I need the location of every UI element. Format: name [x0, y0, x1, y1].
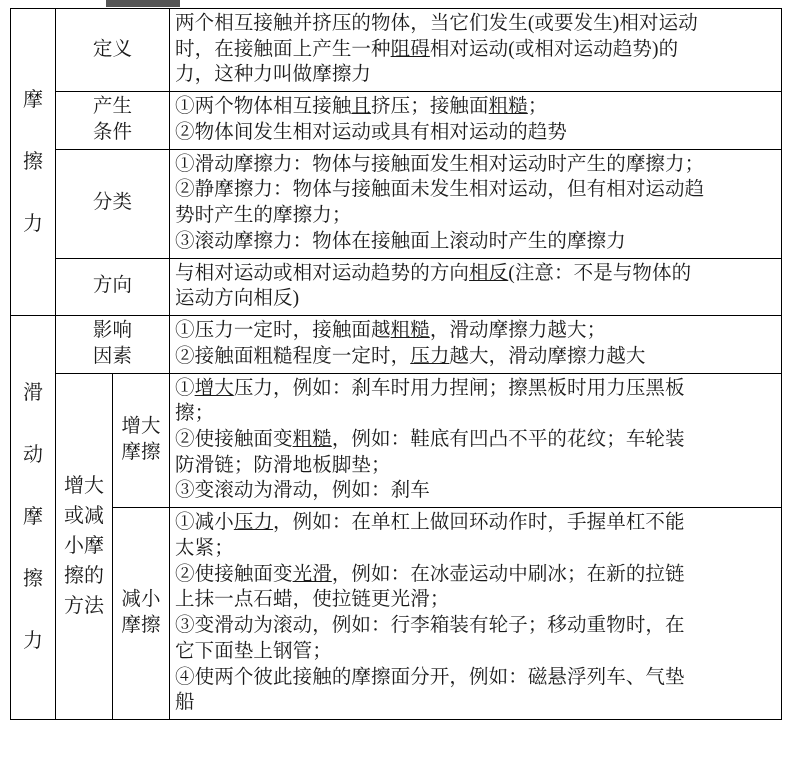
table-row-conditions — [11, 92, 782, 149]
increase-line-5 — [175, 478, 776, 504]
methods-label-line-1: 增大 — [64, 474, 104, 497]
methods-label-line-3: 小摩 — [64, 534, 104, 557]
decrease-line-1 — [175, 510, 776, 536]
factor-line-1-a: ①压力一定时，接触面越 — [175, 320, 391, 342]
increase-line-4-text: 防滑链；防滑地板脚垫； — [175, 454, 391, 476]
methods-label-line-4: 擦的 — [64, 564, 104, 587]
condition-keyword-rough: 粗糙 — [488, 96, 528, 118]
row-label-definition — [56, 9, 170, 92]
methods-label-line-2: 或减 — [64, 504, 104, 527]
decrease-line-6 — [175, 639, 776, 665]
direction-line-1-b: (注意：不是与物体的 — [508, 262, 692, 284]
increase-keyword-enlarge: 增大 — [194, 377, 234, 399]
increase-line-1 — [175, 376, 776, 402]
decrease-line-7 — [175, 665, 776, 691]
category-line-3-text: 势时产生的摩擦力； — [175, 205, 352, 227]
category-line-1-text: ①滑动摩擦力：物体与接触面发生相对运动时产生的摩擦力； — [175, 153, 705, 175]
row-label-category — [56, 149, 170, 258]
category-line-1 — [175, 152, 776, 178]
increase-line-4 — [175, 453, 776, 479]
friction-summary-table — [10, 8, 782, 720]
table-row-decrease-friction — [11, 508, 782, 720]
direction-keyword-opposite: 相反 — [469, 262, 509, 284]
direction-line-2-text: 运动方向相反) — [175, 288, 300, 310]
row-label-factors-line-1: 影响 — [92, 320, 133, 342]
row-label-conditions-line-2: 条件 — [92, 121, 133, 143]
category-line-2 — [175, 177, 776, 203]
decrease-keyword-pressure: 压力 — [233, 512, 274, 534]
row-label-definition-text: 定义 — [92, 38, 133, 60]
definition-keyword-obstruct: 阻碍 — [390, 38, 430, 60]
section-label-char-1: 摩 — [23, 88, 43, 111]
cell-category-content — [170, 149, 782, 258]
direction-line-2 — [175, 286, 776, 312]
decrease-line-8-text: 船 — [175, 692, 195, 714]
cell-decrease-friction-content — [170, 508, 782, 720]
condition-keyword-and: 且 — [351, 96, 372, 118]
increase-line-3-a: ②使接触面变 — [175, 429, 293, 451]
decrease-label-line-2: 摩擦 — [121, 615, 161, 637]
category-line-2-text: ②静摩擦力：物体与接触面未发生相对运动，但有相对运动趋 — [175, 179, 705, 201]
increase-line-3 — [175, 427, 776, 453]
decrease-line-3-a: ②使接触面变 — [175, 563, 293, 585]
increase-line-2 — [175, 401, 776, 427]
sliding-label-char-4: 擦 — [23, 568, 43, 591]
definition-line-2 — [175, 37, 776, 63]
sliding-label-char-2: 动 — [23, 444, 43, 467]
decrease-line-7-text: ④使两个彼此接触的摩擦面分开，例如：磁悬浮列车、气垫 — [175, 666, 685, 688]
clipped-heading-strip — [106, 0, 180, 7]
decrease-line-1-a: ①减小 — [175, 512, 234, 534]
increase-line-2-text: 擦； — [175, 403, 215, 425]
category-line-3 — [175, 203, 776, 229]
sliding-label-char-3: 摩 — [23, 506, 43, 529]
table-row-increase-friction — [11, 373, 782, 508]
cell-definition-content — [170, 9, 782, 92]
row-label-influencing-factors — [56, 316, 170, 373]
factor-keyword-pressure: 压力 — [410, 345, 450, 367]
group-label-methods — [56, 373, 113, 720]
row-label-conditions-line-1: 产生 — [92, 96, 133, 118]
increase-line-1-b: 压力，例如：刹车时用力捏闸；擦黑板时用力压黑板 — [233, 377, 685, 399]
row-label-decrease-friction — [113, 508, 170, 720]
increase-label-line-1: 增大 — [121, 416, 161, 438]
table-row-direction — [11, 258, 782, 315]
methods-label-line-5: 方法 — [64, 594, 104, 617]
category-line-4-text: ③滚动摩擦力：物体在接触面上滚动时产生的摩擦力 — [175, 230, 626, 252]
condition-line-2 — [175, 120, 776, 146]
increase-label-line-2: 摩擦 — [121, 441, 161, 463]
cell-increase-friction-content — [170, 373, 782, 508]
factor-line-1 — [175, 318, 776, 344]
increase-line-1-marker: ① — [175, 377, 195, 399]
section-label-friction-force — [11, 9, 56, 316]
decrease-line-8 — [175, 690, 776, 716]
decrease-line-2 — [175, 536, 776, 562]
row-label-direction — [56, 258, 170, 315]
definition-line-1-text: 两个相互接触并挤压的物体，当它们发生(或要发生)相对运动 — [175, 13, 698, 34]
decrease-line-3 — [175, 562, 776, 588]
condition-line-1 — [175, 94, 776, 120]
definition-line-2-b: 相对运动(或相对运动趋势)的 — [429, 38, 679, 60]
increase-line-3-b: ，例如：鞋底有凹凸不平的花纹；车轮装 — [331, 429, 685, 451]
decrease-line-1-b: ，例如：在单杠上做回环动作时，手握单杠不能 — [273, 512, 685, 534]
decrease-line-5 — [175, 613, 776, 639]
row-label-direction-text: 方向 — [92, 275, 133, 297]
definition-line-1 — [175, 11, 776, 37]
category-line-4 — [175, 229, 776, 255]
section-label-char-2: 擦 — [23, 150, 43, 173]
decrease-keyword-smooth: 光滑 — [292, 563, 332, 585]
table-row-category — [11, 149, 782, 258]
decrease-line-4 — [175, 587, 776, 613]
table-row-factors — [11, 316, 782, 373]
definition-line-3 — [175, 62, 776, 88]
decrease-line-6-text: 它下面垫上钢管； — [175, 640, 332, 662]
decrease-line-4-text: 上抹一点石蜡，使拉链更光滑； — [175, 589, 450, 611]
table-row-definition — [11, 9, 782, 92]
decrease-line-5-text: ③变滑动为滚动，例如：行李箱装有轮子；移动重物时，在 — [175, 615, 685, 637]
increase-keyword-rough: 粗糙 — [292, 429, 332, 451]
friction-summary-table-page — [10, 8, 781, 720]
sliding-label-char-1: 滑 — [23, 382, 43, 405]
factor-line-1-b: ，滑动摩擦力越大； — [429, 320, 607, 342]
row-label-category-text: 分类 — [92, 192, 133, 214]
factor-line-2-a: ②接触面粗糙程度一定时， — [175, 345, 411, 367]
row-label-conditions — [56, 92, 170, 149]
cell-direction-content — [170, 258, 782, 315]
row-label-factors-line-2: 因素 — [92, 345, 133, 367]
row-label-increase-friction — [113, 373, 170, 508]
sliding-label-char-5: 力 — [23, 630, 43, 653]
condition-line-2-text: ②物体间发生相对运动或具有相对运动的趋势 — [175, 121, 568, 143]
definition-line-3-text: 力，这种力叫做摩擦力 — [175, 64, 372, 86]
decrease-label-line-1: 减小 — [121, 589, 161, 611]
increase-line-5-text: ③变滚动为滑动，例如：刹车 — [175, 480, 430, 502]
direction-line-1 — [175, 261, 776, 287]
definition-line-2-a: 时，在接触面上产生一种 — [175, 38, 391, 60]
cell-factors-content — [170, 316, 782, 373]
decrease-line-2-text: 太紧； — [175, 537, 234, 559]
factor-keyword-rough: 粗糙 — [390, 320, 430, 342]
section-label-char-3: 力 — [23, 212, 43, 235]
cell-conditions-content — [170, 92, 782, 149]
condition-line-1-c: ； — [527, 96, 548, 118]
condition-line-1-b: 挤压；接触面 — [371, 96, 489, 118]
factor-line-2-b: 越大，滑动摩擦力越大 — [449, 345, 646, 367]
factor-line-2 — [175, 344, 776, 370]
direction-line-1-a: 与相对运动或相对运动趋势的方向 — [175, 262, 470, 284]
section-label-sliding-friction — [11, 316, 56, 720]
decrease-line-3-b: ，例如：在冰壶运动中刷冰；在新的拉链 — [331, 563, 685, 585]
condition-line-1-a: ①两个物体相互接触 — [175, 96, 352, 118]
